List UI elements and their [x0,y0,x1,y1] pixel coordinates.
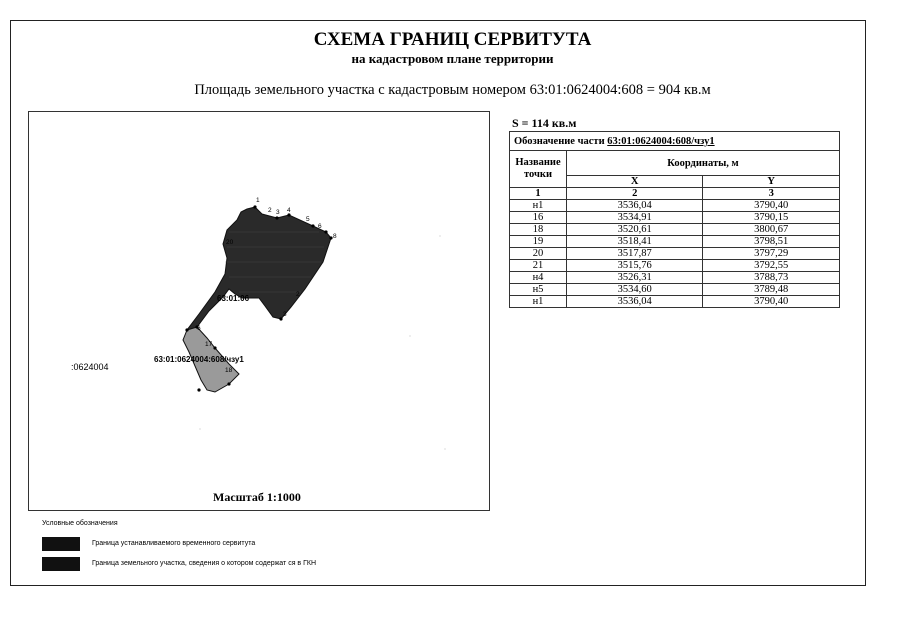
point-name: 21 [510,260,567,272]
point-label: 18 [225,367,233,374]
point-label: 5 [306,216,310,223]
legend-swatch [42,537,80,551]
table-row [510,200,840,212]
legend-label: Граница земельного участка, сведения о котором содержат ся в ГКН [92,560,317,567]
map-drawing [29,112,489,510]
col-header-y: Y [703,176,840,188]
page-title: СХЕМА ГРАНИЦ СЕРВИТУТА [313,29,592,50]
col-header-name: Название точки [510,151,567,188]
table-row [510,296,840,308]
servitude-area: S = 114 кв.м [512,116,577,130]
point-label: 2 [296,291,300,298]
coord-y: 3790,40 [703,200,840,212]
legend-title: Условные обозначения [42,520,118,527]
point-label: 3 [283,311,287,318]
part-number: 63:01:0624004:608/чзу1 [607,135,715,147]
table-row [510,212,840,224]
point-label: 1 [256,197,260,204]
point-label: 8 [333,233,337,240]
col-header-coords: Координаты, м [567,151,840,176]
coord-x: 3515,76 [567,260,703,272]
table-row [510,224,840,236]
point-name: 20 [510,248,567,260]
parcel-area-statement: Площадь земельного участка с кадастровым номером 63:01:0624004:608 = 904 кв.м [194,82,711,98]
quarter-label: :0624004 [71,362,109,372]
point-label: 2 [268,207,272,214]
point-label: 6 [318,223,322,230]
coord-y: 3788,73 [703,272,840,284]
coord-x: 3517,87 [567,248,703,260]
col-num: 1 [510,188,567,200]
point-label: 3 [276,209,280,216]
coord-y: 3792,55 [703,260,840,272]
coord-y: 3790,15 [703,212,840,224]
point-name: н4 [510,272,567,284]
legend-swatch [42,557,80,571]
table-row [510,236,840,248]
table-row [510,272,840,284]
point-label: 4 [287,207,291,214]
coord-x: 3534,91 [567,212,703,224]
cadastral-map [28,111,490,511]
point-name: н1 [510,296,567,308]
parcel-polygon [187,207,331,334]
coord-x: 3520,61 [567,224,703,236]
coord-x: 3526,31 [567,272,703,284]
table-row [510,260,840,272]
coord-x: 3536,04 [567,296,703,308]
coord-x: 3534,60 [567,284,703,296]
point-name: н1 [510,200,567,212]
coord-y: 3798,51 [703,236,840,248]
coord-x: 3518,41 [567,236,703,248]
col-num: 2 [567,188,703,200]
page-subtitle: на кадастровом плане территории [351,51,554,66]
coord-y: 3789,48 [703,284,840,296]
parcel-label: 63:01:06 [217,294,250,303]
coord-x: 3536,04 [567,200,703,212]
point-label: 17 [205,341,213,348]
map-scale: Масштаб 1:1000 [213,490,301,504]
part-label: Обозначение части [514,135,605,147]
table-row [510,284,840,296]
coordinates-table [509,131,840,308]
part-designation-cell [510,132,840,151]
col-header-x: X [567,176,703,188]
point-name: 16 [510,212,567,224]
col-num: 3 [703,188,840,200]
point-label: 20 [226,239,234,246]
servitude-label: 63:01:0624004:608/чзу1 [154,355,244,364]
point-name: 19 [510,236,567,248]
legend-label: Граница устанавливаемого временного сервитута [92,540,256,547]
point-name: 18 [510,224,567,236]
coord-y: 3797,29 [703,248,840,260]
point-label: 6 [197,325,201,332]
coord-y: 3800,67 [703,224,840,236]
coord-y: 3790,40 [703,296,840,308]
table-row [510,248,840,260]
point-name: н5 [510,284,567,296]
